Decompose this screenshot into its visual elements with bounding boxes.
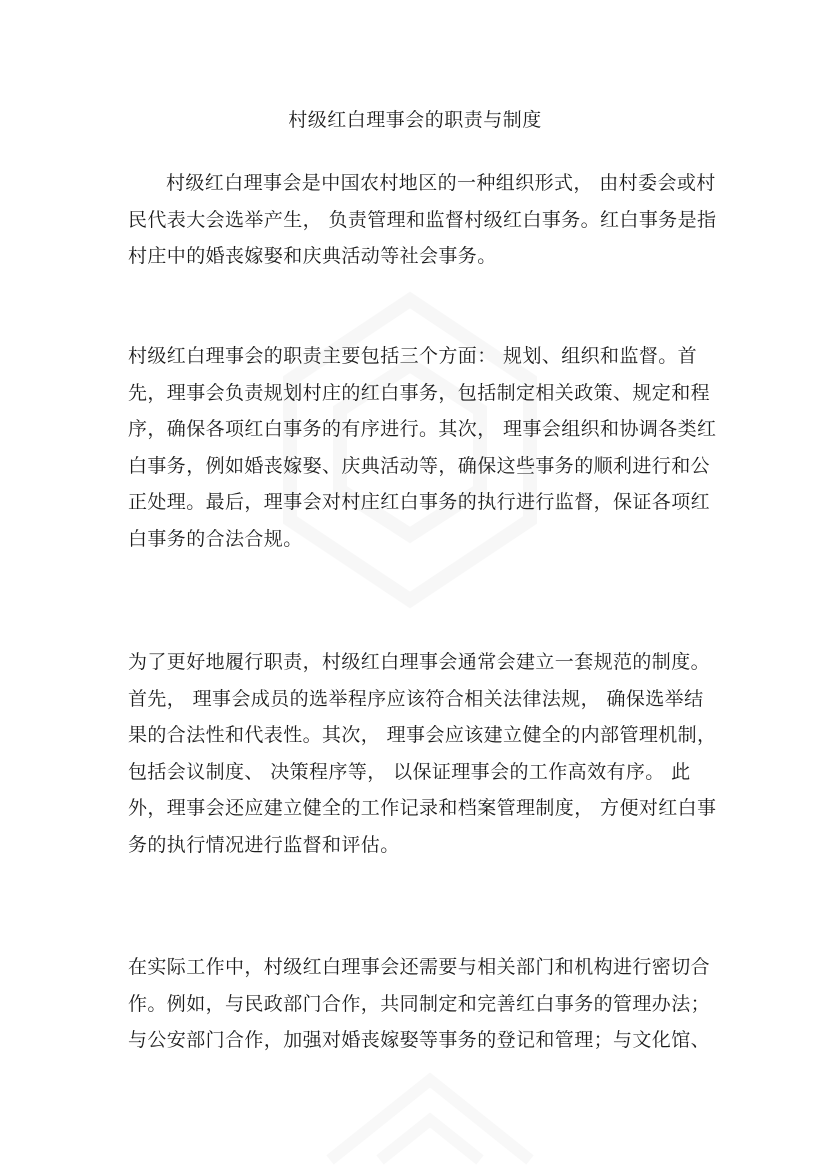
paragraph-intro: 村级红白理事会是中国农村地区的一种组织形式， 由村委会或村民代表大会选举产生， 负责管理和监督村级红白事务。红白事务是指村庄中的婚丧嫁娶和庆典活动等社会事务。 [128, 172, 717, 267]
paragraph-duties: 村级红白理事会的职责主要包括三个方面： 规划、组织和监督。首先，理事会负责规划村庄的红白事务，包括制定相关政策、规定和程序，确保各项红白事务的有序进行。其次， 理事会组织和协调各类红白事务，例如婚丧嫁娶、庆典活动等，确保这些事务的顺利进行和公正处理。最后，理事会对村庄红白事务的执行进行监督，保证各项红白事务的合法合规。 [128, 345, 717, 550]
watermark-logo-bottom [300, 1050, 560, 1170]
document-title: 村级红白理事会的职责与制度 [288, 109, 542, 131]
watermark-shape-bottom [330, 1080, 530, 1160]
paragraph-cooperation: 在实际工作中，村级红白理事会还需要与相关部门和机构进行密切合作。例如，与民政部门合作，共同制定和完善红白事务的管理办法；与公安部门合作，加强对婚丧嫁娶等事务的登记和管理；与文化馆、 [128, 956, 711, 1051]
paragraph-system: 为了更好地履行职责，村级红白理事会通常会建立一套规范的制度。首先， 理事会成员的选举程序应该符合相关法律法规， 确保选举结果的合法性和代表性。其次， 理事会应该建立健全的内部管理机制，包括会议制度、 决策程序等， 以保证理事会的工作高效有序。 此外，理事会还应建立健全的工作记录和档案管理制度， 方便对红白事务的执行情况进行监督和评估。 [128, 651, 717, 856]
